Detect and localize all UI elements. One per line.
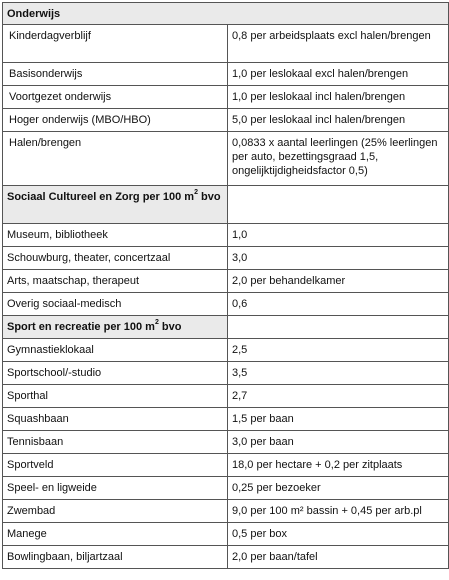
row-value: 0,25 per bezoeker [232, 482, 321, 494]
row-label-cell [3, 339, 228, 362]
row-label: Sportschool/-studio [7, 367, 102, 379]
row-value: 18,0 per hectare + 0,2 per zitplaats [232, 459, 403, 471]
row-label-cell [3, 224, 228, 247]
row-label-cell [3, 362, 228, 385]
section-title-superscript: 2 [154, 319, 159, 327]
row-label: Museum, bibliotheek [7, 229, 108, 241]
row-value-cell [228, 546, 449, 569]
row-label: Kinderdagverblijf [9, 30, 91, 42]
row-label: Squashbaan [7, 413, 69, 425]
row-label: Sporthal [7, 390, 48, 402]
row-value-cell [228, 247, 449, 270]
row-value-cell [228, 362, 449, 385]
row-label: Basisonderwijs [9, 68, 83, 80]
table-row [3, 339, 449, 362]
table-row [3, 546, 449, 569]
row-label: Halen/brengen [9, 137, 82, 149]
row-label-cell [3, 293, 228, 316]
section-title-superscript: 2 [194, 189, 198, 197]
table-row [3, 25, 449, 63]
section-header-sport [3, 316, 449, 339]
row-label: Manege [7, 528, 47, 540]
section-title [7, 191, 221, 203]
row-label-cell [3, 25, 228, 63]
section-title-text: Sociaal Cultureel en Zorg per 100 m [7, 191, 195, 203]
row-value-cell [228, 63, 449, 86]
row-value: 2,5 [232, 344, 248, 356]
row-label: Speel- en ligweide [7, 482, 97, 494]
row-label-cell [3, 546, 228, 569]
row-value: 2,0 per behandelkamer [232, 275, 346, 287]
row-value-cell [228, 270, 449, 293]
row-value: 2,7 [232, 390, 248, 402]
section-title-cell [3, 3, 449, 25]
section-title: Onderwijs [7, 8, 61, 20]
row-label: Schouwburg, theater, concertzaal [7, 252, 171, 264]
row-value-cell [228, 293, 449, 316]
row-value-cell [228, 109, 449, 132]
row-label-cell [3, 86, 228, 109]
row-value-cell [228, 477, 449, 500]
row-label-cell [3, 523, 228, 546]
row-label: Sportveld [7, 459, 54, 471]
table-row [3, 385, 449, 408]
row-value-cell [228, 431, 449, 454]
row-value-cell [228, 132, 449, 186]
row-value-cell [228, 25, 449, 63]
row-value: 1,5 per baan [232, 413, 294, 425]
row-value-cell [228, 224, 449, 247]
row-value: 0,8 per arbeidsplaats excl halen/brengen [232, 30, 431, 42]
row-label: Overig sociaal-medisch [7, 298, 122, 310]
row-label: Gymnastieklokaal [7, 344, 94, 356]
row-value-cell [228, 454, 449, 477]
row-value: 2,0 per baan/tafel [232, 551, 318, 563]
table-row [3, 293, 449, 316]
table-row [3, 454, 449, 477]
row-label-cell [3, 408, 228, 431]
row-label-cell [3, 431, 228, 454]
section-title-cell [3, 186, 228, 224]
table-row [3, 523, 449, 546]
row-value: 0,0833 x aantal leerlingen (25% leerlingen per auto, bezettingsgraad 1,5, ongelijktijdigheidsfactor 0,5) [232, 137, 438, 177]
row-value: 5,0 per leslokaal incl halen/brengen [232, 114, 406, 126]
row-value: 1,0 per leslokaal incl halen/brengen [232, 91, 406, 103]
row-value-cell [228, 86, 449, 109]
section-header-onderwijs [3, 3, 449, 25]
row-value: 0,5 per box [232, 528, 288, 540]
row-value: 3,0 [232, 252, 248, 264]
row-label-cell [3, 132, 228, 186]
section-title [7, 321, 182, 333]
row-label: Tennisbaan [7, 436, 64, 448]
table-row [3, 109, 449, 132]
row-label-cell [3, 270, 228, 293]
row-label: Voortgezet onderwijs [9, 91, 112, 103]
section-header-sociaal [3, 186, 449, 224]
row-value: 0,6 [232, 298, 248, 310]
table-row [3, 247, 449, 270]
row-label: Bowlingbaan, biljartzaal [7, 551, 123, 563]
row-value-cell [228, 385, 449, 408]
row-value: 3,5 [232, 367, 248, 379]
section-title-suffix: bvo [158, 321, 182, 333]
row-label-cell [3, 63, 228, 86]
row-label: Arts, maatschap, therapeut [7, 275, 140, 287]
table-row [3, 431, 449, 454]
row-value-cell [228, 523, 449, 546]
row-value: 1,0 [232, 229, 248, 241]
empty-cell [228, 186, 449, 224]
section-title-suffix: bvo [197, 191, 221, 203]
row-label: Zwembad [7, 505, 56, 517]
table-row [3, 224, 449, 247]
table-row [3, 408, 449, 431]
table-row [3, 362, 449, 385]
row-label-cell [3, 500, 228, 523]
row-value: 3,0 per baan [232, 436, 294, 448]
row-label-cell [3, 247, 228, 270]
table-row [3, 270, 449, 293]
row-value-cell [228, 500, 449, 523]
table-row [3, 63, 449, 86]
row-label-cell [3, 454, 228, 477]
table-row [3, 500, 449, 523]
table-row [3, 477, 449, 500]
row-label-cell [3, 385, 228, 408]
row-value-cell [228, 408, 449, 431]
row-label-cell [3, 477, 228, 500]
row-value: 1,0 per leslokaal excl halen/brengen [232, 68, 409, 80]
row-value: 9,0 per 100 m² bassin + 0,45 per arb.pl [232, 505, 422, 517]
empty-cell [228, 316, 449, 339]
section-title-text: Sport en recreatie per 100 m [7, 321, 155, 333]
row-value-cell [228, 339, 449, 362]
section-title-cell [3, 316, 228, 339]
table-row [3, 86, 449, 109]
row-label-cell [3, 109, 228, 132]
parking-norms-table [2, 2, 449, 569]
table-row [3, 132, 449, 186]
row-label: Hoger onderwijs (MBO/HBO) [9, 114, 151, 126]
